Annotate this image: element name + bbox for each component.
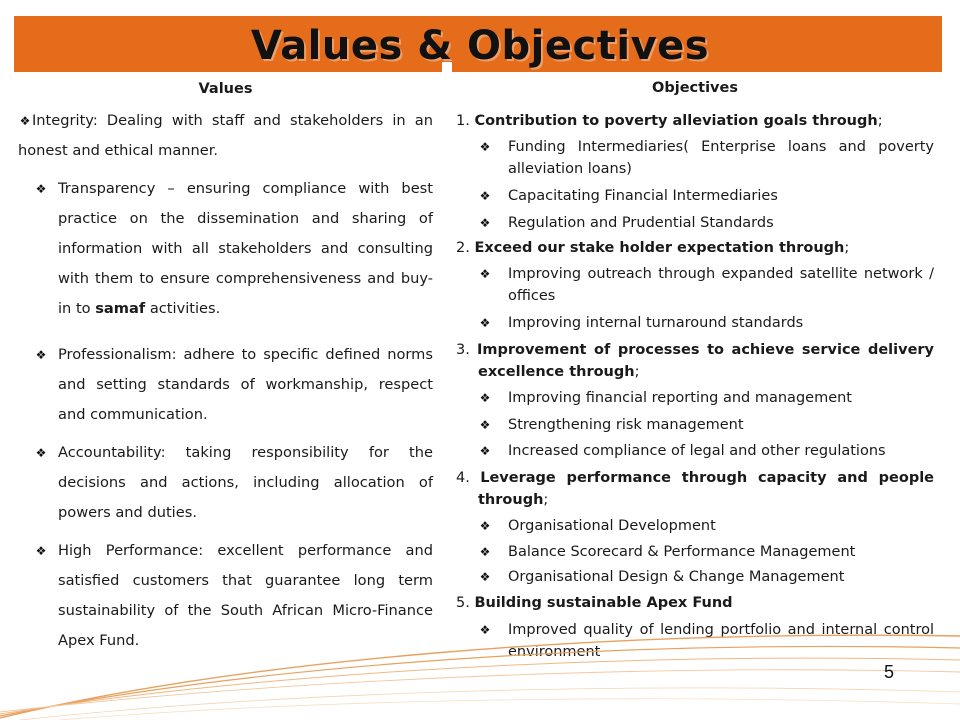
objective-number: 1. bbox=[456, 113, 470, 129]
objective-suffix: ; bbox=[844, 240, 850, 256]
objective-1-sub-3 bbox=[456, 212, 934, 234]
sub-text: Improving internal turnaround standards bbox=[508, 315, 804, 331]
sub-text: Organisational Development bbox=[508, 518, 716, 534]
value-item-transparency bbox=[18, 174, 433, 324]
value-item-accountability bbox=[18, 438, 433, 528]
objective-title: Improvement of processes to achieve service delivery excellence through bbox=[476, 342, 935, 380]
objectives-column bbox=[456, 74, 934, 663]
objective-2-sub-2 bbox=[456, 312, 934, 334]
sub-text: Improving outreach through expanded satellite network / offices bbox=[508, 266, 934, 304]
sub-text: Organisational Design & Change Management bbox=[508, 569, 845, 585]
objective-3 bbox=[456, 339, 934, 383]
sub-text: Balance Scorecard & Performance Management bbox=[508, 544, 856, 560]
diamond-bullet-icon: ❖ bbox=[35, 446, 47, 460]
objective-number: 3. bbox=[456, 342, 470, 358]
slide-title: Values & Objectives bbox=[250, 23, 710, 69]
objective-4-sub-2 bbox=[456, 541, 934, 563]
sub-text: Improved quality of lending portfolio and internal control environment bbox=[508, 622, 934, 660]
diamond-bullet-icon: ❖ bbox=[19, 114, 31, 128]
objective-title: Exceed our stake holder expectation through bbox=[474, 240, 845, 256]
diamond-bullet-icon: ❖ bbox=[479, 623, 491, 637]
objective-3-sub-1 bbox=[456, 387, 934, 409]
sub-text: Strengthening risk management bbox=[508, 417, 744, 433]
sub-text: Improving financial reporting and management bbox=[508, 390, 852, 406]
values-column bbox=[18, 74, 433, 656]
objective-title: Leverage performance through capacity and people through bbox=[478, 470, 934, 508]
diamond-bullet-icon: ❖ bbox=[479, 267, 491, 281]
sub-text: Increased compliance of legal and other regulations bbox=[508, 443, 886, 459]
objective-suffix: ; bbox=[634, 364, 640, 380]
value-text-end: activities. bbox=[145, 300, 221, 317]
value-item-professionalism bbox=[18, 340, 433, 430]
value-text: Accountability: taking responsibility for the decisions and actions, including allocation of powers and duties. bbox=[58, 444, 433, 521]
diamond-bullet-icon: ❖ bbox=[479, 570, 491, 584]
sub-text: Capacitating Financial Intermediaries bbox=[508, 188, 778, 204]
objective-3-sub-2 bbox=[456, 414, 934, 436]
diamond-bullet-icon: ❖ bbox=[479, 140, 491, 154]
objective-2 bbox=[456, 237, 934, 259]
objective-1-sub-1 bbox=[456, 136, 934, 180]
diamond-bullet-icon: ❖ bbox=[35, 348, 47, 362]
sub-text: Regulation and Prudential Standards bbox=[508, 215, 774, 231]
objective-2-sub-1 bbox=[456, 263, 934, 307]
objective-title: Building sustainable Apex Fund bbox=[474, 595, 733, 611]
objectives-heading: Objectives bbox=[652, 80, 738, 96]
objective-1-sub-2 bbox=[456, 185, 934, 207]
diamond-bullet-icon: ❖ bbox=[479, 545, 491, 559]
objective-number: 5. bbox=[456, 595, 470, 611]
diamond-bullet-icon: ❖ bbox=[35, 182, 47, 196]
value-text-bold: samaf bbox=[95, 300, 146, 317]
objective-4 bbox=[456, 467, 934, 511]
objective-4-sub-3 bbox=[456, 566, 934, 588]
diamond-bullet-icon: ❖ bbox=[479, 189, 491, 203]
objective-number: 4. bbox=[456, 470, 470, 486]
diamond-bullet-icon: ❖ bbox=[479, 316, 491, 330]
value-item-integrity bbox=[18, 106, 433, 166]
diamond-bullet-icon: ❖ bbox=[479, 216, 491, 230]
diamond-bullet-icon: ❖ bbox=[35, 544, 47, 558]
objective-3-sub-3 bbox=[456, 440, 934, 462]
sub-text: Funding Intermediaries( Enterprise loans and poverty alleviation loans) bbox=[508, 139, 934, 177]
objective-suffix: ; bbox=[543, 492, 549, 508]
page-number: 5 bbox=[884, 662, 895, 682]
value-text: High Performance: excellent performance and satisfied customers that guarantee long term sustainability of the South African Micro-Finance Apex Fund. bbox=[58, 542, 433, 649]
objective-suffix: ; bbox=[877, 113, 883, 129]
objective-4-sub-1 bbox=[456, 515, 934, 537]
diamond-bullet-icon: ❖ bbox=[479, 418, 491, 432]
value-text: Professionalism: adhere to specific defined norms and setting standards of workmanship, respect and communication. bbox=[58, 346, 433, 423]
value-text: Integrity: Dealing with staff and stakeholders in an honest and ethical manner. bbox=[18, 112, 433, 159]
value-text: Transparency – ensuring compliance with best practice on the dissemination and sharing of information with all stakeholders and consulting with them to ensure comprehensiveness and buy-in to bbox=[58, 180, 433, 317]
diamond-bullet-icon: ❖ bbox=[479, 444, 491, 458]
decorative-swoosh bbox=[0, 600, 960, 720]
objective-number: 2. bbox=[456, 240, 470, 256]
diamond-bullet-icon: ❖ bbox=[479, 519, 491, 533]
values-heading: Values bbox=[198, 81, 253, 97]
objective-title: Contribution to poverty alleviation goals through bbox=[474, 113, 878, 129]
objective-1 bbox=[456, 110, 934, 132]
diamond-bullet-icon: ❖ bbox=[479, 391, 491, 405]
